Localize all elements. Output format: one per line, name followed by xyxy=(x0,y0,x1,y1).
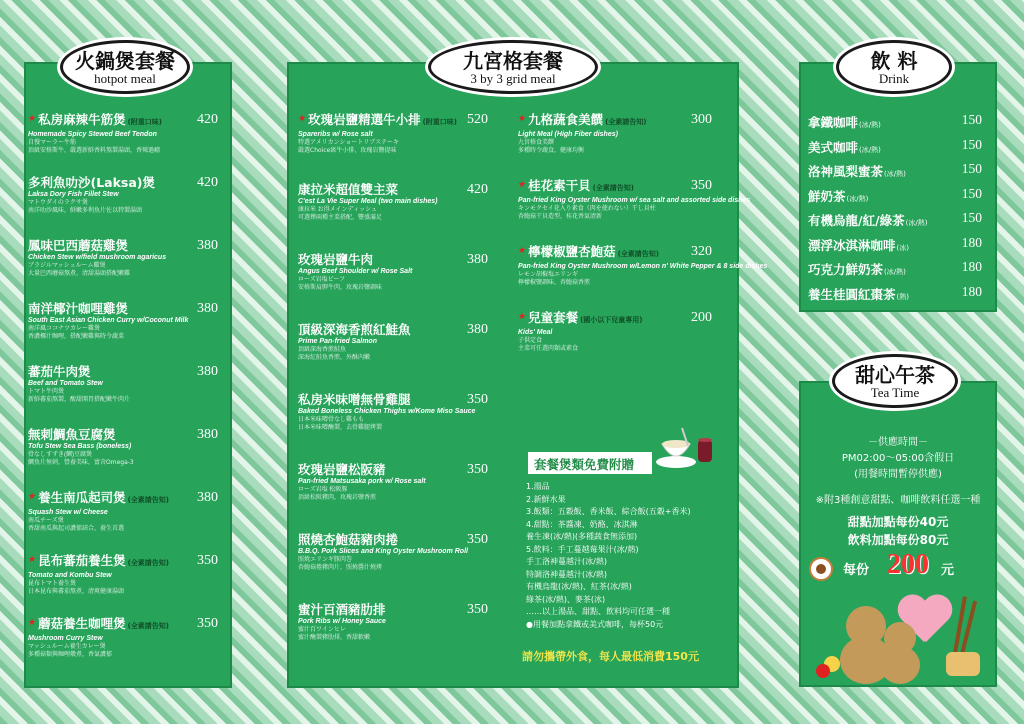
hotpot-item-price: 420 xyxy=(197,175,218,190)
grid-right-item-list xyxy=(518,112,768,372)
grid-right-item-tag: (全素請告知) xyxy=(617,250,659,258)
minimum-charge-notice: 請勿攜帶外食，每人最低消費150元 xyxy=(522,650,699,663)
drink-price: 150 xyxy=(961,136,982,152)
hotpot-item-description: 頂級安格斯牛，嚴選新鮮香料熬製湯頭，香辣過癮 xyxy=(28,147,161,154)
hotpot-item-english: Tomato and Kombu Stew xyxy=(28,572,112,579)
grid-left-item-price: 420 xyxy=(467,182,488,197)
chef-pick-icon: ★ xyxy=(518,312,527,322)
hotpot-item xyxy=(28,616,224,659)
hotpot-item-price: 380 xyxy=(197,238,218,253)
drink-name: 鮮奶茶 xyxy=(808,188,846,204)
grid-title-zh: 九宮格套餐 xyxy=(463,49,563,73)
grid-right-item-name xyxy=(518,178,718,196)
drink-temperature: (冰/熱) xyxy=(905,219,928,227)
hotpot-item-price: 380 xyxy=(197,427,218,442)
grid-left-item-tag: (附重口味) xyxy=(422,118,457,126)
chef-pick-icon: ★ xyxy=(28,618,37,628)
hotpot-item-japanese: トマト牛肉煲 xyxy=(28,389,65,395)
drink-price: 150 xyxy=(961,210,982,225)
tea-price-unit: 元 xyxy=(941,563,955,578)
grid-right-item-japanese: 九宮格食美饌 xyxy=(518,140,555,146)
free-items-line: 4.甜點：茶醬凍、奶酪、冰淇淋 xyxy=(526,519,638,529)
grid-left-item-label: 玫瑰岩鹽牛肉 xyxy=(298,252,374,267)
hotpot-item-label: 昆布蕃茄養生煲 xyxy=(38,553,126,568)
grid-left-item-description: 深海紅鮭魚香煎，外酥內嫩 xyxy=(298,354,371,361)
hotpot-item-name xyxy=(28,301,224,316)
grid-left-item xyxy=(298,182,494,222)
grid-left-item-price: 380 xyxy=(467,322,488,337)
hotpot-item-english: Tofu Stew Sea Bass (boneless) xyxy=(28,443,132,450)
hotpot-item-name xyxy=(28,616,224,634)
hotpot-item-label: 蘑菇養生咖哩煲 xyxy=(38,616,126,631)
hotpot-item-japanese: 昆布トマト養生煲 xyxy=(28,581,77,587)
hotpot-item-name xyxy=(28,175,224,190)
tea-price-label: 每份 xyxy=(843,563,870,578)
grid-title-badge xyxy=(428,40,598,94)
drink-temperature: (熱) xyxy=(896,292,909,301)
grid-right-item xyxy=(518,244,768,287)
grid-right-item-name xyxy=(518,112,718,130)
free-items-line: 養生凍(冰/熱)(多種蔬食無添加) xyxy=(526,532,638,541)
hotpot-title-zh: 火鍋煲套餐 xyxy=(75,49,175,73)
free-items-line: ●用餐加點拿鐵或美式咖啡，每杯50元 xyxy=(526,619,664,629)
grid-left-item-price: 520 xyxy=(467,112,488,127)
grid-right-item-english: Pan-fried King Oyster Mushroom w/ sea salt and assorted side dishes xyxy=(518,197,751,204)
drink-row xyxy=(808,161,988,185)
hotpot-item-name xyxy=(28,112,224,130)
grid-left-item-english: Angus Beef Shoulder w/ Rose Salt xyxy=(298,268,413,275)
hotpot-item-description: 大量巴西蘑菇熬煮，清甜湯頭搭配嫩雞 xyxy=(28,270,131,277)
grid-left-item-name xyxy=(298,252,494,267)
grid-left-item-english: Pork Ribs w/ Honey Sauce xyxy=(298,618,386,625)
drink-temperature: (冰/熱) xyxy=(859,121,881,129)
hotpot-item-label: 私房麻辣牛筋煲 xyxy=(38,112,126,127)
grid-right-item-japanese: レモン胡椒塩エリンギ xyxy=(518,272,579,278)
grid-left-item-label: 照燒杏鮑菇豬肉捲 xyxy=(298,532,399,547)
free-items-line: 1.湯品 xyxy=(526,482,550,491)
grid-left-item-description: 可選擇兩種主菜搭配，豐盛滿足 xyxy=(298,214,383,221)
hotpot-item-english: Chicken Stew w/field mushroom agaricus xyxy=(28,254,167,261)
hotpot-item-tag: (全素請告知) xyxy=(127,496,169,504)
grid-right-item xyxy=(518,178,751,221)
hotpot-item-name xyxy=(28,490,224,508)
hotpot-item-english: South East Asian Chicken Curry w/Coconut Milk xyxy=(28,317,189,324)
hotpot-item xyxy=(28,427,224,467)
grid-left-item-price: 350 xyxy=(467,392,488,407)
hotpot-item-name xyxy=(28,427,224,442)
free-items-line: 5.飲料：手工蔓越莓果汁(冰/熱) xyxy=(526,544,639,554)
grid-right-item-name xyxy=(518,310,718,328)
drink-temperature: (冰/熱) xyxy=(846,194,869,203)
free-items-line: 2.新鮮水果 xyxy=(526,494,566,504)
free-items-title: 套餐煲類免費附贈 xyxy=(528,452,652,474)
drink-name: 美式咖啡 xyxy=(808,139,859,155)
grid-left-item-price: 350 xyxy=(467,602,488,617)
chef-pick-icon: ★ xyxy=(518,180,527,190)
hotpot-item-tag: (全素請告知) xyxy=(127,559,169,567)
hotpot-item-price: 420 xyxy=(197,112,218,127)
hotpot-item xyxy=(28,301,224,341)
hotpot-item xyxy=(28,112,224,155)
hotpot-item-label: 南洋椰汁咖哩雞煲 xyxy=(28,301,129,316)
hotpot-item-description: 鯛魚片無刺，營養美味，富含Omega-3 xyxy=(28,459,134,466)
drink-price: 180 xyxy=(961,283,982,299)
chef-pick-icon: ★ xyxy=(28,492,37,502)
hotpot-item-label: 蕃茄牛肉煲 xyxy=(28,364,91,379)
drink-temperature: (冰) xyxy=(896,243,909,252)
grid-left-item-japanese: ローズ岩塩ビーフ xyxy=(298,277,346,283)
drink-temperature: (冰/熱) xyxy=(859,145,881,154)
hotpot-item-japanese: ブラジルマッシュルーム雞煲 xyxy=(28,263,106,269)
free-items-box xyxy=(520,452,738,697)
hotpot-item-price: 380 xyxy=(197,364,218,379)
hotpot-item-label: 多利魚叻沙(Laksa)煲 xyxy=(28,175,156,190)
grid-left-item xyxy=(298,602,494,642)
grid-right-item-label: 兒童套餐 xyxy=(528,310,579,325)
tea-title-zh: 甜心午茶 xyxy=(855,363,935,387)
grid-right-item xyxy=(518,112,718,155)
grid-left-item-label: 私房米味噌無骨雞腿 xyxy=(298,392,411,407)
drink-row xyxy=(808,235,988,259)
drink-name: 巧克力鮮奶茶 xyxy=(808,262,884,277)
drink-temperature: (冰/熱) xyxy=(884,170,906,178)
grid-left-item-label: 康拉米超值雙主菜 xyxy=(298,182,399,197)
hotpot-item xyxy=(28,238,224,278)
grid-left-item-description: 頂級松阪豬肉，玫瑰岩鹽香煎 xyxy=(298,494,377,501)
chef-pick-icon: ★ xyxy=(298,114,307,124)
grid-left-item-english: Pan-fried Matsusaka pork w/ Rose salt xyxy=(298,478,426,485)
chef-pick-icon: ★ xyxy=(28,114,37,124)
grid-right-item-price: 300 xyxy=(691,112,712,127)
coffee-cup-icon xyxy=(809,557,833,581)
drink-title-badge xyxy=(836,40,952,94)
drink-price: 150 xyxy=(961,112,982,127)
grid-left-item-description: 嚴選Choice級牛小排，玫瑰岩鹽提味 xyxy=(298,147,397,154)
grid-left-item-name xyxy=(298,322,494,337)
grid-left-item-description: 安格斯肩胛牛肉，玫瑰岩鹽調味 xyxy=(298,284,383,291)
grid-left-item-name xyxy=(298,182,494,197)
grid-right-item-description: 主菜可任選肉類或素食 xyxy=(518,345,579,352)
grid-right-item-description: 檸檬椒鹽調味，杏鮑菇香煎 xyxy=(518,279,591,286)
hotpot-item-name xyxy=(28,238,224,253)
tea-time-includes: ※附3種創意甜點、咖啡飲料任選一種 xyxy=(815,495,981,506)
drink-title-zh: 飲 料 xyxy=(870,49,918,73)
hotpot-item-tag: (附重口味) xyxy=(127,118,162,126)
drink-name: 有機烏龍/紅/綠茶 xyxy=(808,213,905,228)
grid-left-item xyxy=(298,322,494,362)
grid-left-item-japanese: ローズ岩塩 松阪豚 xyxy=(298,487,348,493)
hotpot-item-price: 380 xyxy=(197,301,218,316)
free-items-line: ……以上湯品、甜點、飲料均可任選一種 xyxy=(526,607,670,616)
grid-left-item xyxy=(298,392,494,432)
hotpot-item-english: Mushroom Curry Stew xyxy=(28,635,103,642)
drink-row xyxy=(808,259,988,283)
grid-left-item-description: 杏鮑菇捲豬肉片，照燒醬汁燒烤 xyxy=(298,564,383,571)
hotpot-item-english: Squash Stew w/ Cheese xyxy=(28,509,108,516)
hotpot-item-name xyxy=(28,364,224,379)
grid-left-item-name xyxy=(298,112,494,130)
hotpot-item-english: Beef and Tomato Stew xyxy=(28,380,103,387)
grid-left-item-english: Baked Boneless Chicken Thighs w/Kome Miso Sauce xyxy=(298,408,476,415)
grid-right-item-english: Light Meal (High Fiber dishes) xyxy=(518,131,618,138)
hotpot-item-label: 養生南瓜起司煲 xyxy=(38,490,126,505)
grid-left-item-name xyxy=(298,462,494,477)
tea-time-note: (用餐時間暫停供應) xyxy=(854,469,942,480)
grid-left-item-description: 日本米味噌醃製，去骨雞腿烤製 xyxy=(298,424,383,431)
chef-pick-icon: ★ xyxy=(28,555,37,565)
hotpot-item-english: Homemade Spicy Stewed Beef Tendon xyxy=(28,131,157,138)
grid-left-item-japanese: 康拉米 お得メインディッシュ xyxy=(298,207,377,213)
drink-price: 150 xyxy=(961,185,982,201)
grid-left-item xyxy=(298,532,494,572)
hotpot-item-tag: (全素請告知) xyxy=(127,622,169,630)
hotpot-item-japanese: マッシュルーム養生カレー煲 xyxy=(28,644,106,650)
grid-right-item-tag: (國小以下兒童專用) xyxy=(580,316,643,324)
grid-right-item-label: 檸檬椒鹽杏鮑菇 xyxy=(528,244,616,259)
hotpot-item-japanese: 南瓜チーズ煲 xyxy=(28,518,64,524)
grid-left-item-price: 350 xyxy=(467,462,488,477)
drink-name: 養生桂圓紅棗茶 xyxy=(808,286,896,302)
hotpot-item-japanese: 南洋風ココナツカレー雞煲 xyxy=(28,326,100,332)
grid-left-item-price: 350 xyxy=(467,532,488,547)
grid-title-en: 3 by 3 grid meal xyxy=(470,71,556,86)
hotpot-item-label: 無刺鯛魚豆腐煲 xyxy=(28,427,116,442)
grid-left-item-label: 頂級深海香煎紅鮭魚 xyxy=(298,322,411,337)
grid-right-item-price: 320 xyxy=(691,244,712,259)
hotpot-item-price: 350 xyxy=(197,553,218,568)
hotpot-item-japanese: 骨なしすずき(鯛)豆腐煲 xyxy=(28,452,93,458)
drink-row xyxy=(808,186,988,210)
grid-left-item-description: 蜜汁醃製豬肋排，香甜軟嫩 xyxy=(298,634,371,641)
grid-right-item-label: 桂花素干貝 xyxy=(528,178,591,193)
grid-right-item-japanese: キンモクセイ花入り素食（肉を使わない）干し貝柱 xyxy=(518,206,656,212)
hotpot-item-price: 350 xyxy=(197,616,218,631)
hotpot-item xyxy=(28,490,224,533)
drink-name: 拿鐵咖啡 xyxy=(808,115,859,130)
grid-left-item-name xyxy=(298,532,494,547)
grid-right-item-price: 350 xyxy=(691,178,712,193)
grid-left-item-japanese: 照焼エリンギ豚肉巻 xyxy=(298,557,353,563)
grid-right-item-tag: (全素請告知) xyxy=(605,118,647,126)
grid-left-item-price: 380 xyxy=(467,252,488,267)
grid-right-item-description: 杏鮑菇干貝造型，桂花香氣清新 xyxy=(518,213,603,220)
grid-right-item-price: 200 xyxy=(691,310,712,325)
grid-right-item-description: 多種時令蔬食，健康均衡 xyxy=(518,147,585,154)
free-items-line: 特調洛神蔓越汁(冰/熱) xyxy=(526,569,607,579)
hotpot-title-badge xyxy=(60,40,190,94)
grid-left-item-name xyxy=(298,392,494,407)
hotpot-item-description: 香甜南瓜與起司濃郁結合，養生首選 xyxy=(28,525,125,532)
grid-left-item-list xyxy=(298,112,498,688)
hotpot-item-price: 380 xyxy=(197,490,218,505)
grid-left-item-english: C'est La Vie Super Meal (two main dishes) xyxy=(298,198,438,205)
free-items-line: 綠茶(冰/熱)、麥茶(冰) xyxy=(526,594,606,604)
grid-left-item-japanese: 蜜汁百ワインヒレ xyxy=(298,627,346,633)
free-items-line: 3.飯類：五穀飯、香米飯、綜合飯(五穀+香米) xyxy=(526,507,691,516)
drink-name: 洛神風梨蜜茶 xyxy=(808,164,884,179)
grid-right-item-japanese: 子供定食 xyxy=(518,338,543,344)
hotpot-item-description: 南洋叻沙風味，鮮嫩多利魚片佐以特製湯頭 xyxy=(28,207,143,214)
hotpot-item-list xyxy=(28,112,228,688)
grid-left-item-japanese: 日本米味噌骨なし雞もも xyxy=(298,417,365,423)
grid-right-item xyxy=(518,310,718,353)
drink-row xyxy=(808,137,988,161)
hotpot-item-description: 多種菇類與咖哩燉煮，香氣濃郁 xyxy=(28,651,113,658)
grid-right-item-name xyxy=(518,244,718,262)
grid-left-item-english: B.B.Q. Pork Slices and King Oyster Mushroom Roll xyxy=(298,548,468,555)
drink-price: 150 xyxy=(961,161,982,176)
drink-row xyxy=(808,284,988,308)
hotpot-item-english: Laksa Dory Fish Fillet Stew xyxy=(28,191,119,198)
hotpot-item-description: 日本昆布與蕃茄熬煮，清爽健康湯頭 xyxy=(28,588,125,595)
chef-pick-icon: ★ xyxy=(518,114,527,124)
drink-price: 180 xyxy=(961,259,982,274)
grid-left-item xyxy=(298,462,494,502)
grid-left-item-english: Prime Pan-fried Salmon xyxy=(298,338,377,345)
grid-right-item-label: 九格蔬食美饌 xyxy=(528,112,604,127)
grid-left-item-label: 玫瑰岩鹽精選牛小排 xyxy=(308,112,421,127)
hotpot-item xyxy=(28,364,224,404)
drink-list xyxy=(800,112,996,308)
grid-left-item-label: 玫瑰岩鹽松阪豬 xyxy=(298,462,386,477)
hotpot-item-name xyxy=(28,553,224,571)
drink-name: 漂浮冰淇淋咖啡 xyxy=(808,237,896,253)
grid-left-item-label: 蜜汁百酒豬肋排 xyxy=(298,602,386,617)
grid-left-item xyxy=(298,112,494,155)
hotpot-item xyxy=(28,175,224,215)
tea-time-drink-addon: 飲料加點每份80元 xyxy=(847,533,949,547)
tea-time-dessert-addon: 甜點加點每份40元 xyxy=(847,515,949,529)
drink-title-en: Drink xyxy=(878,71,910,86)
grid-right-item-english: Kids' Meal xyxy=(518,329,553,336)
free-items-line: 手工洛神蔓越汁(冰/熱) xyxy=(526,557,607,566)
chef-pick-icon: ★ xyxy=(518,246,527,256)
hotpot-item-description: 新鮮蕃茄熬製，酸甜開胃搭配嫩牛肉片 xyxy=(28,396,131,403)
grid-left-item-japanese: 頂級深海香煎鮭魚 xyxy=(298,347,347,353)
hotpot-item-description: 香濃椰汁咖哩，搭配嫩雞與時令蔬菜 xyxy=(28,333,125,340)
drink-row xyxy=(808,210,988,234)
tea-time-hours: PM02:00～05:00含假日 xyxy=(841,453,955,464)
hotpot-title-en: hotpot meal xyxy=(94,71,156,86)
tea-time-heading: －供應時間－ xyxy=(868,437,928,448)
tea-price-value: 200 xyxy=(887,549,929,580)
hotpot-item xyxy=(28,553,224,596)
grid-left-item-name xyxy=(298,602,494,617)
grid-left-item-japanese: 特選アメリカンショートリブステーキ xyxy=(298,140,399,146)
drink-temperature: (冰/熱) xyxy=(884,268,906,276)
teddy-bears-illustration-icon xyxy=(836,596,996,688)
grid-right-item-english: Pan-fried King Oyster Mushroom w/Lemon n' White Pepper & 8 side dishes xyxy=(518,263,768,270)
free-items-line: 有機烏龍(冰/熱)、紅茶(冰/熱) xyxy=(526,582,632,591)
grid-left-item xyxy=(298,252,494,292)
grid-left-item-english: Spareribs w/ Rose salt xyxy=(298,131,373,138)
tea-title-en: Tea Time xyxy=(870,385,920,400)
drink-price: 180 xyxy=(961,234,982,250)
hotpot-item-japanese: 自慢マーラー牛筋 xyxy=(28,140,77,146)
hotpot-item-label: 鳳味巴西蘑菇雞煲 xyxy=(28,238,129,253)
hotpot-item-japanese: マトウダイのラクサ煲 xyxy=(28,200,88,206)
drink-row xyxy=(808,112,988,136)
grid-right-item-tag: (全素請告知) xyxy=(592,184,634,192)
